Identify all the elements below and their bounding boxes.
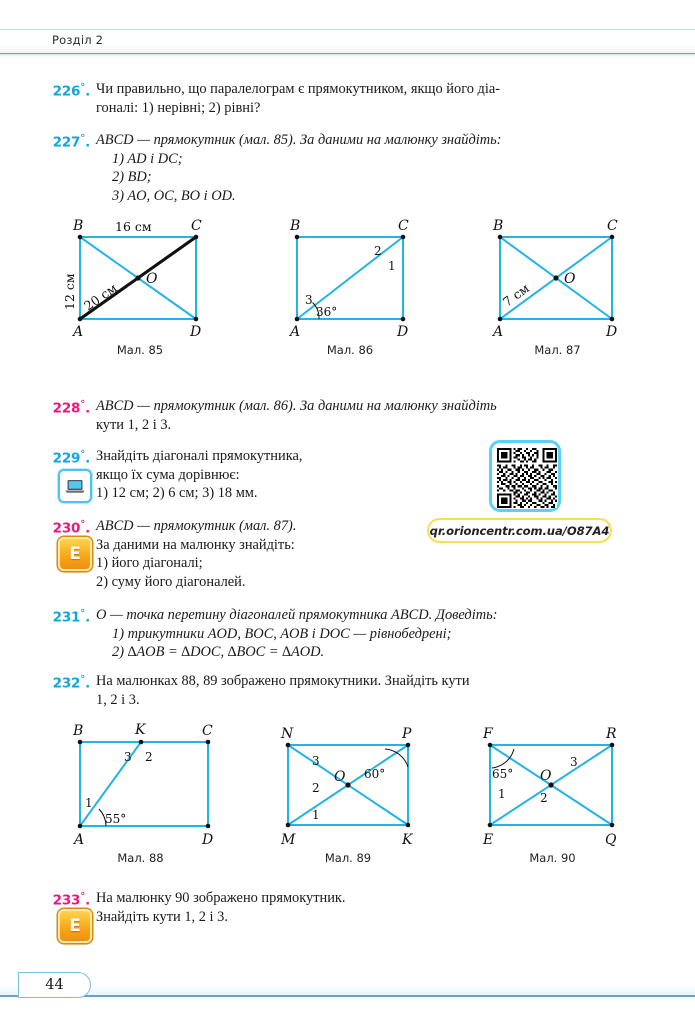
angle-label-65: 65° xyxy=(492,767,514,781)
vertex-label-N: N xyxy=(281,726,294,742)
vertex-label-P: P xyxy=(402,726,412,742)
angle-label-2: 2 xyxy=(145,750,153,764)
exercise-line: 1) трикутники AOD, BOC, AOB і DOC — рівнобедрені; xyxy=(112,625,452,642)
vertex-label-F: F xyxy=(483,726,493,742)
e-badge-icon: E xyxy=(58,537,92,571)
figure-caption: Мал. 86 xyxy=(326,343,374,357)
vertex-label-Q: Q xyxy=(605,832,617,848)
exercise-number-227: 227°. xyxy=(52,133,90,151)
exercise-body-227 xyxy=(96,131,674,205)
vertex-label-O: O xyxy=(540,768,552,784)
figure-mal86 xyxy=(275,215,425,360)
exercise-line: 1) 12 см; 2) 6 см; 3) 18 мм. xyxy=(96,485,258,502)
figure-mal87 xyxy=(480,215,635,360)
vertex-label-K: K xyxy=(135,722,146,738)
exercise-body-231 xyxy=(96,606,686,662)
qr-url-label[interactable]: qr.orioncentr.com.ua/O87A4 xyxy=(427,518,612,543)
e-badge-icon: E xyxy=(58,909,92,943)
exercise-line: ABCD — прямокутник (мал. 86). За даними на малюнку знайдіть xyxy=(96,398,497,414)
angle-label-36: 36° xyxy=(316,305,338,319)
exercise-body-230 xyxy=(96,517,426,591)
vertex-label-D: D xyxy=(202,832,214,848)
exercise-line: гоналі: 1) нерівні; 2) рівні? xyxy=(96,99,261,116)
vertex-label-R: R xyxy=(606,726,617,742)
exercise-number-233: 233°. xyxy=(52,891,90,909)
vertex-label-C: C xyxy=(191,218,202,234)
exercise-body-232 xyxy=(96,672,674,709)
exercise-line: O — точка перетину діагоналей прямокутника ABCD. Доведіть: xyxy=(96,607,498,623)
vertex-label-M: M xyxy=(281,832,296,848)
qr-code-image xyxy=(497,448,557,508)
exercise-number-229: 229°. xyxy=(52,449,90,467)
vertex-label-B: B xyxy=(493,218,504,234)
figure-mal85 xyxy=(60,215,220,360)
vertex-label-A: A xyxy=(493,324,504,340)
exercise-body-233 xyxy=(96,889,496,926)
angle-label-1: 1 xyxy=(388,259,396,273)
angle-label-3: 3 xyxy=(312,754,320,768)
angle-label-1: 1 xyxy=(498,787,506,801)
exercise-line: якщо їх сума дорівнює: xyxy=(96,466,240,483)
vertex-label-A: A xyxy=(74,832,85,848)
exercise-line: На малюнках 88, 89 зображено прямокутники. Знайдіть кути xyxy=(96,673,470,689)
vertex-label-O: O xyxy=(564,271,576,287)
running-header-band xyxy=(0,29,695,55)
exercise-number-230: 230°. xyxy=(52,519,90,537)
chapter-title: Розділ 2 xyxy=(52,33,104,47)
laptop-icon xyxy=(58,469,92,503)
angle-label-2: 2 xyxy=(374,244,382,258)
figure-mal88 xyxy=(58,720,223,870)
exercise-body-226 xyxy=(96,80,654,117)
vertex-label-K: K xyxy=(402,832,413,848)
exercise-body-228 xyxy=(96,397,674,434)
exercise-line: 2) ∆AOB = ∆DOC, ∆BOC = ∆AOD. xyxy=(112,644,325,661)
angle-label-1: 1 xyxy=(312,808,320,822)
figure-caption: Мал. 88 xyxy=(117,851,164,865)
vertex-label-B: B xyxy=(73,723,84,739)
footer-band xyxy=(0,985,695,997)
angle-label-3: 3 xyxy=(305,293,313,307)
vertex-label-D: D xyxy=(190,324,202,340)
vertex-label-E: E xyxy=(483,832,494,848)
exercise-line: 3) AO, OC, BO і OD. xyxy=(112,187,236,204)
vertex-label-C: C xyxy=(202,723,213,739)
exercise-line: ABCD — прямокутник (мал. 87). xyxy=(96,518,297,534)
exercise-number-232: 232°. xyxy=(52,674,90,692)
exercise-line: 1, 2 і 3. xyxy=(96,691,140,708)
angle-label-3: 3 xyxy=(570,755,578,769)
exercise-line: ABCD — прямокутник (мал. 85). За даними на малюнку знайдіть: xyxy=(96,132,502,148)
vertex-label-B: B xyxy=(290,218,301,234)
exercise-line: За даними на малюнку знайдіть: xyxy=(96,536,295,553)
figure-caption: Мал. 85 xyxy=(116,343,164,357)
page-number: 44 xyxy=(18,972,91,998)
angle-label-60: 60° xyxy=(364,767,386,781)
vertex-label-O: O xyxy=(334,769,346,785)
exercise-line: 1) його діагоналі; xyxy=(96,555,203,572)
figure-mal89 xyxy=(268,720,428,870)
side-label-top: 16 см xyxy=(115,219,152,234)
exercise-line: Знайдіть кути 1, 2 і 3. xyxy=(96,908,228,925)
exercise-line: Знайдіть діагоналі прямокутника, xyxy=(96,448,303,464)
angle-label-2: 2 xyxy=(540,791,548,805)
angle-label-55: 55° xyxy=(105,812,127,826)
vertex-label-B: B xyxy=(73,218,84,234)
vertex-label-C: C xyxy=(398,218,409,234)
angle-label-2: 2 xyxy=(312,781,320,795)
vertex-label-A: A xyxy=(73,324,84,340)
vertex-label-D: D xyxy=(606,324,618,340)
exercise-line: 2) суму його діагоналей. xyxy=(96,573,246,590)
figure-caption: Мал. 87 xyxy=(534,343,581,357)
qr-code[interactable] xyxy=(489,440,561,512)
figure-caption: Мал. 90 xyxy=(529,851,576,865)
diagonal-label: 20 см xyxy=(81,280,120,314)
exercise-number-226: 226°. xyxy=(52,82,90,100)
exercise-line: кути 1, 2 і 3. xyxy=(96,416,172,433)
exercise-number-231: 231°. xyxy=(52,608,90,626)
side-label-left: 12 см xyxy=(62,273,77,310)
vertex-label-O: O xyxy=(146,271,158,287)
vertex-label-A: A xyxy=(290,324,301,340)
figure-mal90 xyxy=(470,720,635,870)
vertex-label-C: C xyxy=(607,218,618,234)
angle-label-1: 1 xyxy=(85,796,93,810)
exercise-line: На малюнку 90 зображено прямокутник. xyxy=(96,890,346,906)
exercise-line: 2) BD; xyxy=(112,169,152,186)
exercise-line: 1) AD і DC; xyxy=(112,150,183,167)
exercise-line: Чи правильно, що паралелограм є прямокутником, якщо його діа- xyxy=(96,81,501,97)
exercise-number-228: 228°. xyxy=(52,399,90,417)
vertex-label-D: D xyxy=(397,324,409,340)
figure-caption: Мал. 89 xyxy=(324,851,372,865)
diagonal-label: 7 см xyxy=(499,280,532,310)
exercise-body-229 xyxy=(96,447,426,503)
angle-label-3: 3 xyxy=(124,750,132,764)
